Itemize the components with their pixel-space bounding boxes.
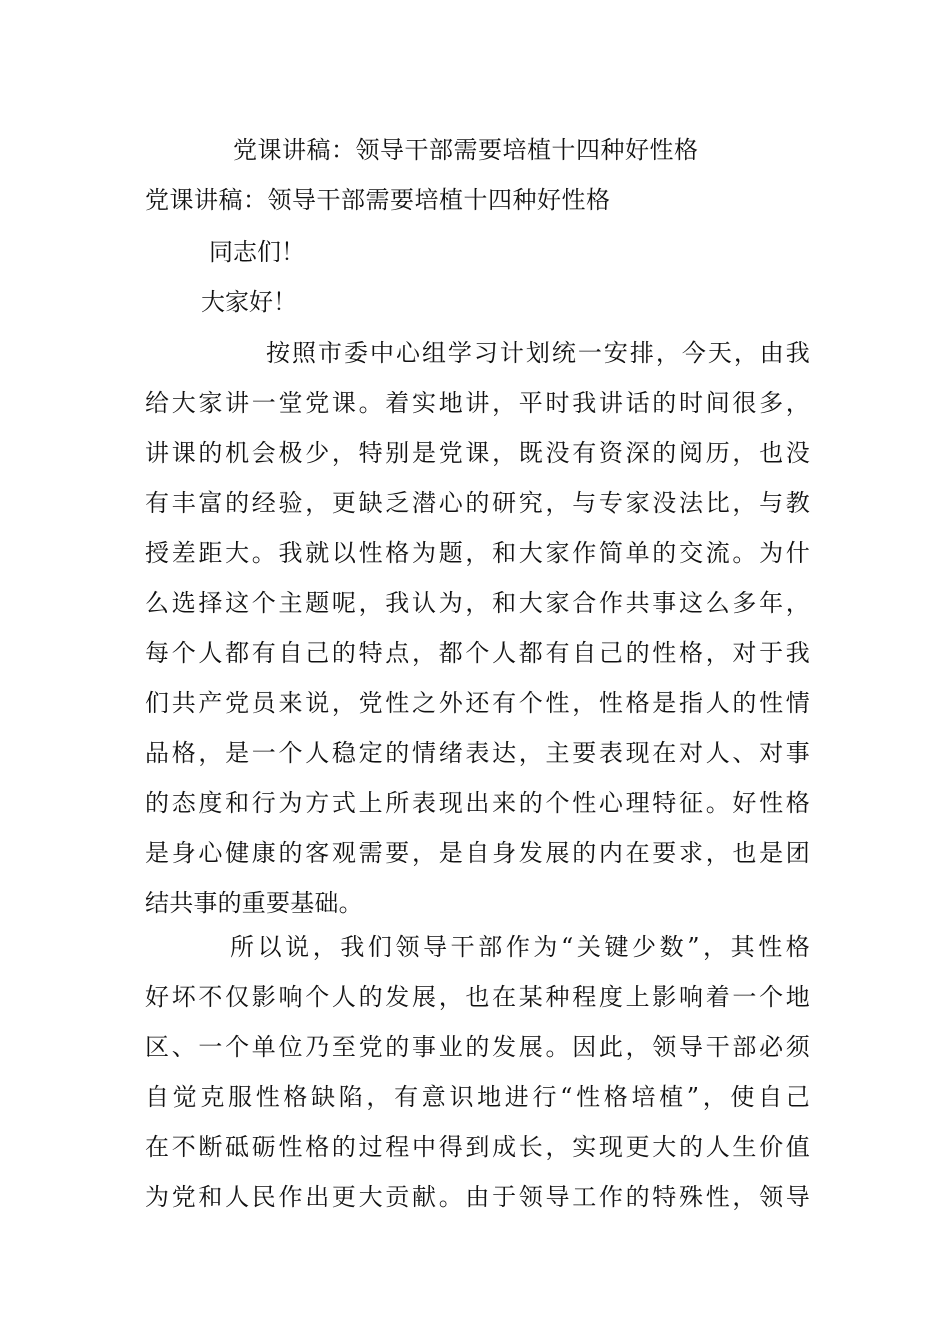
document-subtitle: 党课讲稿：领导干部需要培植十四种好性格 [145, 186, 611, 214]
greeting-comrades: 同志们！ [209, 238, 305, 266]
paragraph-line: 结共事的重要基础。 [145, 889, 363, 917]
paragraph-line: 区、一个单位乃至党的事业的发展。因此，领导干部必须 [145, 1033, 810, 1061]
paragraph-line: 给大家讲一堂党课。着实地讲，平时我讲话的时间很多， [145, 389, 810, 417]
paragraph-line: 为党和人民作出更大贡献。由于领导工作的特殊性，领导 [145, 1183, 810, 1211]
greeting-hello: 大家好！ [201, 288, 297, 316]
paragraph-2 [145, 922, 810, 1222]
paragraph-line: 是身心健康的客观需要，是自身发展的内在要求，也是团 [145, 839, 810, 867]
paragraph-line: 所以说，我们领导干部作为“关键少数”，其性格 [230, 933, 810, 961]
paragraph-line: 在不断砥砺性格的过程中得到成长，实现更大的人生价值 [145, 1133, 810, 1161]
paragraph-line: 的态度和行为方式上所表现出来的个性心理特征。好性格 [145, 789, 810, 817]
paragraph-line: 好坏不仅影响个人的发展，也在某种程度上影响着一个地 [145, 983, 810, 1011]
paragraph-line: 品格，是一个人稳定的情绪表达，主要表现在对人、对事 [145, 739, 810, 767]
paragraph-line: 自觉克服性格缺陷，有意识地进行“性格培植”，使自己 [145, 1083, 810, 1111]
document-title: 党课讲稿：领导干部需要培植十四种好性格 [233, 136, 699, 164]
paragraph-line: 按照市委中心组学习计划统一安排，今天，由我 [266, 339, 810, 367]
paragraph-line: 讲课的机会极少，特别是党课，既没有资深的阅历，也没 [145, 439, 810, 467]
paragraph-line: 授差距大。我就以性格为题，和大家作简单的交流。为什 [145, 539, 810, 567]
paragraph-line: 们共产党员来说，党性之外还有个性，性格是指人的性情 [145, 689, 810, 717]
paragraph-line: 每个人都有自己的特点，都个人都有自己的性格，对于我 [145, 639, 810, 667]
paragraph-line: 有丰富的经验，更缺乏潜心的研究，与专家没法比，与教 [145, 489, 810, 517]
paragraph-line: 么选择这个主题呢，我认为，和大家合作共事这么多年， [145, 589, 810, 617]
paragraph-1 [145, 328, 810, 928]
